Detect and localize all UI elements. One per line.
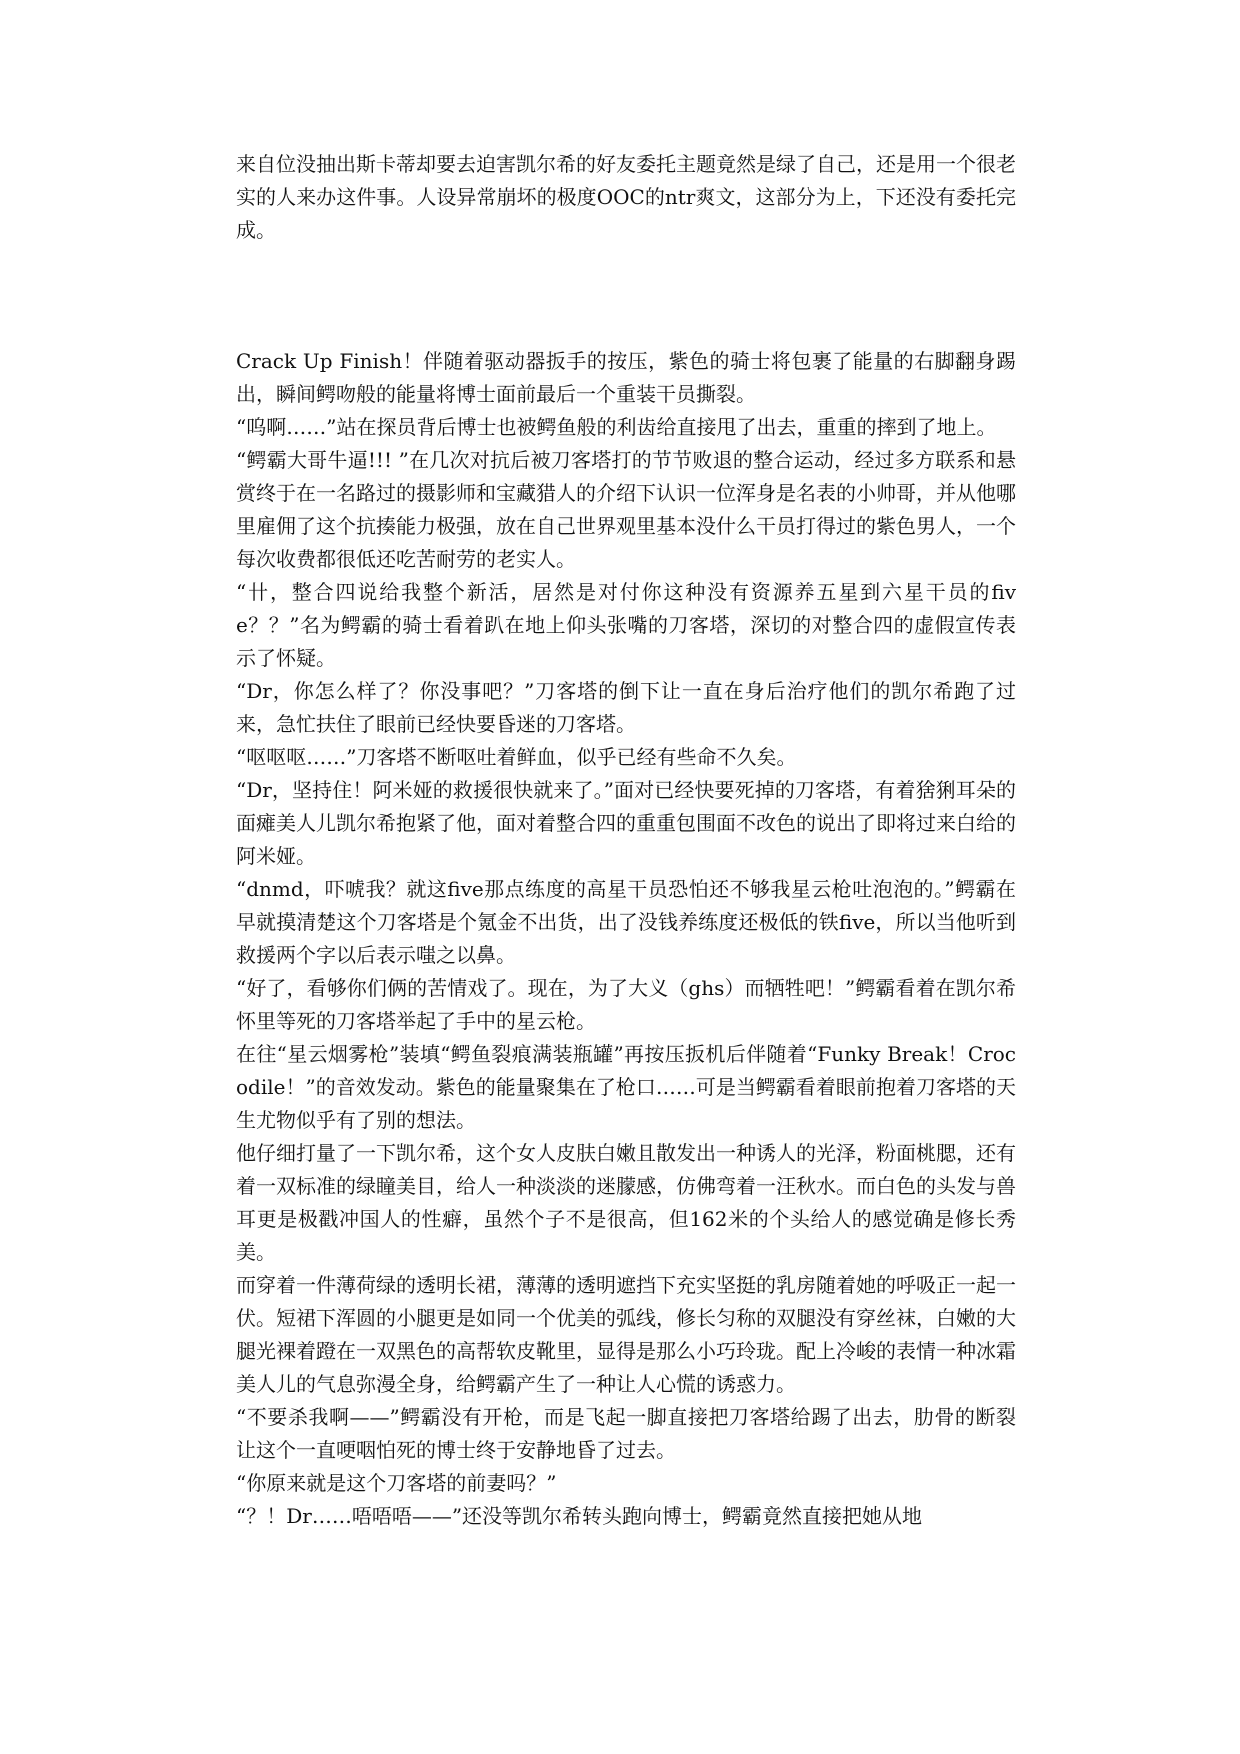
story-paragraph: “好了，看够你们俩的苦情戏了。现在，为了大义（ghs）而牺牲吧！”鳄霸看着在凯尔希怀里等死的刀客塔举起了手中的星云枪。	[236, 976, 1016, 1033]
story-paragraph: 他仔细打量了一下凯尔希，这个女人皮肤白嫩且散发出一种诱人的光泽，粉面桃腮，还有着一双标准的绿瞳美目，给人一种淡淡的迷朦感，仿佛弯着一汪秋水。而白色的头发与兽耳更是极戳冲国人的性癖，虽然个子不是很高，但162米的个头给人的感觉确是修长秀美。	[236, 1141, 1016, 1264]
intro-paragraph: 来自位没抽出斯卡蒂却要去迫害凯尔希的好友委托主题竟然是绿了自己，还是用一个很老实的人来办这件事。人设异常崩坏的极度OOC的ntr爽文，这部分为上，下还没有委托完成。	[236, 152, 1016, 242]
intro-section	[236, 148, 1016, 247]
story-paragraph: “鳄霸大哥牛逼!!! ”在几次对抗后被刀客塔打的节节败退的整合运动，经过多方联系和悬赏终于在一名路过的摄影师和宝藏猎人的介绍下认识一位浑身是名表的小帅哥，并从他哪里雇佣了这个抗揍能力极强，放在自己世界观里基本没什么干员打得过的紫色男人，一个每次收费都很低还吃苦耐劳的老实人。	[236, 448, 1016, 571]
story-paragraph: “Dr，坚持住！阿米娅的救援很快就来了。”面对已经快要死掉的刀客塔，有着猞猁耳朵的面瘫美人儿凯尔希抱紧了他，面对着整合四的重重包围面不改色的说出了即将过来白给的阿米娅。	[236, 778, 1016, 868]
story-paragraph: “不要杀我啊——”鳄霸没有开枪，而是飞起一脚直接把刀客塔给踢了出去，肋骨的断裂让这个一直哽咽怕死的博士终于安静地昏了过去。	[236, 1405, 1016, 1462]
story-paragraph: “Dr，你怎么样了？你没事吧？”刀客塔的倒下让一直在身后治疗他们的凯尔希跑了过来，急忙扶住了眼前已经快要昏迷的刀客塔。	[236, 679, 1016, 736]
story-paragraph: “卄，整合四说给我整个新活，居然是对付你这种没有资源养五星到六星干员的five？？”名为鳄霸的骑士看着趴在地上仰头张嘴的刀客塔，深切的对整合四的虚假宣传表示了怀疑。	[236, 580, 1016, 670]
story-paragraph: “？！Dr……唔唔唔——”还没等凯尔希转头跑向博士，鳄霸竟然直接把她从地	[236, 1504, 923, 1528]
story-paragraph: “你原来就是这个刀客塔的前妻吗？”	[236, 1471, 557, 1495]
story-body	[236, 345, 1016, 1533]
story-paragraph: “dnmd，吓唬我？就这five那点练度的高星干员恐怕还不够我星云枪吐泡泡的。”鳄霸在早就摸清楚这个刀客塔是个氪金不出货，出了没钱养练度还极低的铁five，所以当他听到救援两个字以后表示嗤之以鼻。	[236, 877, 1016, 967]
story-paragraph: Crack Up Finish！伴随着驱动器扳手的按压，紫色的骑士将包裹了能量的右脚翻身踢出，瞬间鳄吻般的能量将博士面前最后一个重装干员撕裂。	[236, 349, 1016, 406]
story-paragraph: “呜啊……”站在探员背后博士也被鳄鱼般的利齿给直接甩了出去，重重的摔到了地上。	[236, 415, 997, 439]
story-paragraph: 在往“星云烟雾枪”装填“鳄鱼裂痕满装瓶罐”再按压扳机后伴随着“Funky Break！Crocodile！”的音效发动。紫色的能量聚集在了枪口……可是当鳄霸看着眼前抱着刀客塔的天生尤物似乎有了别的想法。	[236, 1042, 1016, 1132]
story-paragraph: “呕呕呕……”刀客塔不断呕吐着鲜血，似乎已经有些命不久矣。	[236, 745, 797, 769]
story-paragraph: 而穿着一件薄荷绿的透明长裙，薄薄的透明遮挡下充实坚挺的乳房随着她的呼吸正一起一伏。短裙下浑圆的小腿更是如同一个优美的弧线，修长匀称的双腿没有穿丝袜，白嫩的大腿光裸着蹬在一双黑色的高帮软皮靴里，显得是那么小巧玲珑。配上冷峻的表情一种冰霜美人儿的气息弥漫全身，给鳄霸产生了一种让人心慌的诱惑力。	[236, 1273, 1016, 1396]
